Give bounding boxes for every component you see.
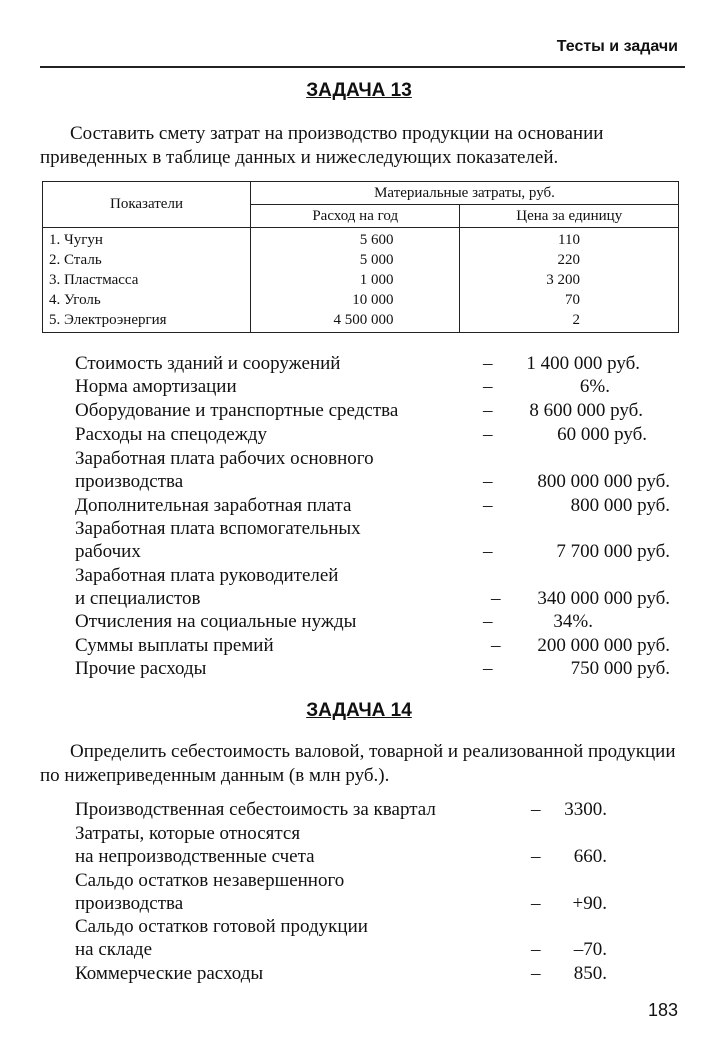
indicator-value: 1 400 000 руб.	[526, 353, 640, 374]
item-name: 2. Сталь	[49, 252, 102, 268]
indicator-row	[75, 399, 685, 423]
indicator-value: 7 700 000 руб.	[556, 541, 670, 562]
indicator-row	[75, 845, 685, 869]
dash: –	[483, 658, 493, 679]
header-material-costs: Материальные затраты, руб.	[251, 182, 679, 205]
indicator-label: Заработная плата вспомогательных	[75, 518, 361, 539]
indicator-value: 34%.	[553, 611, 593, 632]
indicator-label: Дополнительная заработная плата	[75, 495, 352, 516]
indicator-row	[75, 447, 685, 471]
consumption-cell	[251, 228, 460, 333]
indicator-row	[75, 540, 685, 564]
consumption-value: 4 500 000	[333, 312, 394, 328]
indicator-label: Расходы на спецодежду	[75, 424, 267, 445]
indicator-value: 800 000 руб.	[570, 495, 670, 516]
indicator-row	[75, 470, 685, 494]
indicator-row	[75, 587, 685, 611]
dash: –	[531, 846, 541, 867]
indicator-row	[75, 517, 685, 541]
indicator-row	[75, 938, 685, 962]
indicator-label: рабочих	[75, 541, 141, 562]
price-value: 70	[565, 292, 580, 308]
dash: –	[483, 541, 493, 562]
materials-table	[42, 181, 679, 333]
indicator-value: 800 000 000 руб.	[537, 471, 670, 492]
dash: –	[483, 611, 493, 632]
dash: –	[491, 588, 501, 609]
dash: –	[491, 635, 501, 656]
dash: –	[483, 400, 493, 421]
indicator-label: и специалистов	[75, 588, 201, 609]
indicator-label: Заработная плата рабочих основного	[75, 448, 374, 469]
indicator-value: 750 000 руб.	[570, 658, 670, 679]
indicator-label: Отчисления на социальные нужды	[75, 611, 357, 632]
indicator-value: 6%.	[579, 376, 610, 397]
indicator-value: 8 600 000 руб.	[529, 400, 643, 421]
indicator-label: Стоимость зданий и сооружений	[75, 353, 341, 374]
item-name: 4. Уголь	[49, 292, 101, 308]
indicator-row	[75, 798, 685, 822]
running-head-title: Тесты и задачи	[556, 38, 678, 55]
indicator-value: 660.	[573, 846, 607, 867]
price-value: 220	[557, 252, 580, 268]
dash: –	[531, 939, 541, 960]
dash: –	[531, 799, 541, 820]
header-indicators: Показатели	[43, 182, 251, 228]
indicator-label: Производственная себестоимость за квартал	[75, 799, 436, 820]
consumption-value: 1 000	[359, 272, 394, 288]
item-name: 5. Электроэнергия	[49, 312, 167, 328]
indicator-label: Сальдо остатков готовой продукции	[75, 916, 368, 937]
indicator-row	[75, 610, 685, 634]
item-name: 1. Чугун	[49, 232, 103, 248]
indicator-label: Суммы выплаты премий	[75, 635, 274, 656]
indicator-value: 3300.	[564, 799, 607, 820]
dash: –	[483, 424, 493, 445]
indicator-label: Заработная плата руководителей	[75, 565, 339, 586]
indicator-row	[75, 564, 685, 588]
dash: –	[483, 376, 493, 397]
dash: –	[483, 495, 493, 516]
indicator-label: Затраты, которые относятся	[75, 823, 301, 844]
task-14-text: Определить себестоимость валовой, товарной и реализованной продукции по нижеприведенным данным (в млн руб.).	[40, 741, 676, 786]
dash: –	[483, 471, 493, 492]
indicator-label: Норма амортизации	[75, 376, 237, 397]
indicator-label: Коммерческие расходы	[75, 963, 264, 984]
price-cell	[460, 228, 679, 333]
header-consumption: Расход на год	[251, 205, 460, 228]
indicator-value: –70.	[573, 939, 607, 960]
dash: –	[531, 893, 541, 914]
indicator-row	[75, 822, 685, 846]
header-price: Цена за единицу	[460, 205, 679, 228]
task-13-text: Составить смету затрат на производство продукции на основании приведенных в таблице данных и нижеследующих показателей.	[40, 123, 604, 168]
price-value: 2	[572, 312, 580, 328]
task-14-title: ЗАДАЧА 14	[306, 700, 412, 721]
item-name: 3. Пластмасса	[49, 272, 139, 288]
indicator-row	[75, 634, 685, 658]
indicator-row	[75, 657, 685, 681]
indicator-value: +90.	[572, 893, 607, 914]
dash: –	[531, 963, 541, 984]
indicator-row	[75, 375, 685, 399]
consumption-value: 10 000	[352, 292, 394, 308]
indicator-label: Оборудование и транспортные средства	[75, 400, 399, 421]
price-value: 3 200	[546, 272, 580, 288]
indicator-row	[75, 352, 685, 376]
indicator-value: 850.	[573, 963, 607, 984]
indicator-row	[75, 962, 685, 986]
consumption-value: 5 600	[359, 232, 394, 248]
items-cell	[43, 228, 251, 333]
indicator-row	[75, 915, 685, 939]
indicator-value: 340 000 000 руб.	[537, 588, 670, 609]
indicator-row	[75, 494, 685, 518]
indicator-label: на складе	[75, 939, 153, 960]
indicator-label: Прочие расходы	[75, 658, 207, 679]
price-value: 110	[558, 232, 580, 248]
indicator-label: производства	[75, 471, 184, 492]
indicator-row	[75, 892, 685, 916]
indicator-row	[75, 423, 685, 447]
indicator-label: на непроизводственные счета	[75, 846, 315, 867]
indicator-row	[75, 869, 685, 893]
indicator-value: 200 000 000 руб.	[537, 635, 670, 656]
task-13-title: ЗАДАЧА 13	[306, 80, 412, 101]
page-number: 183	[647, 1000, 678, 1020]
header-rule	[40, 66, 685, 68]
indicator-value: 60 000 руб.	[557, 424, 647, 445]
consumption-value: 5 000	[359, 252, 394, 268]
indicator-label: производства	[75, 893, 184, 914]
dash: –	[483, 353, 493, 374]
indicator-label: Сальдо остатков незавершенного	[75, 870, 345, 891]
